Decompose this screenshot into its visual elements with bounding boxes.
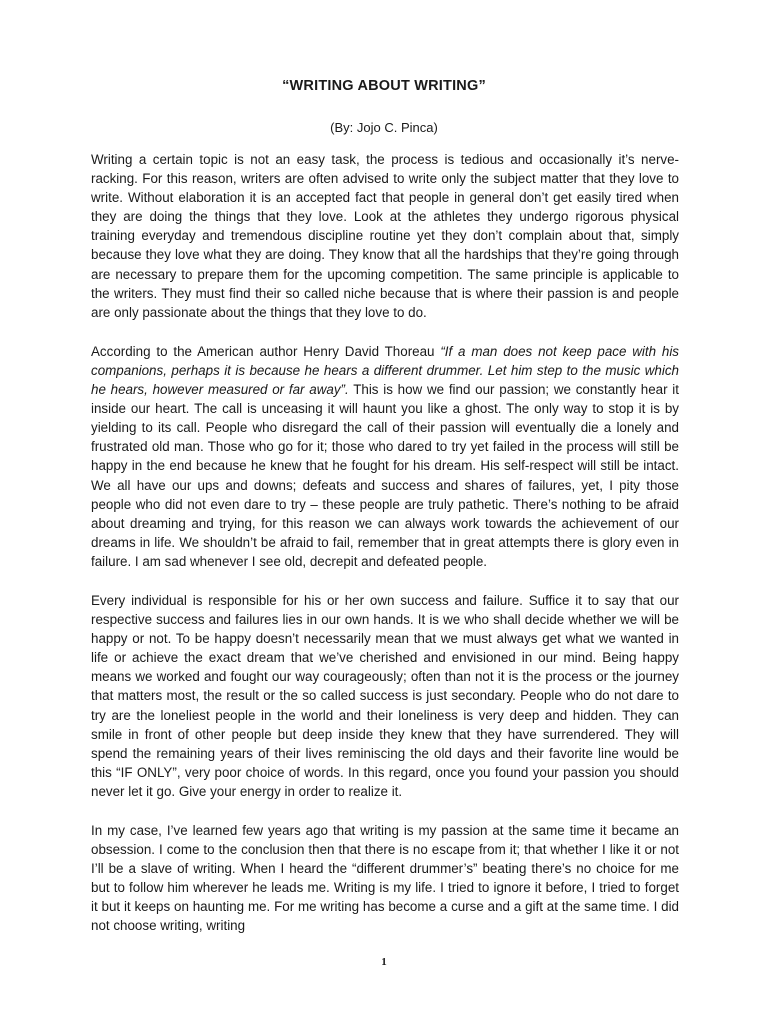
paragraph-4: In my case, I’ve learned few years ago that writing is my passion at the same time it became an obsession. I come to the conclusion then that there is no escape from it; that whether I like it or not I’ll be a slave of writing. When I heard the “different drummer’s” beating there’s no choice for me but to follow him wherever he leads me. Writing is my life. I tried to ignore it before, I tried to forget it but it keeps on haunting me. For me writing has become a curse and a gift at the same time. I did not choose writing, writing bbox=[91, 823, 679, 934]
author-byline: (By: Jojo C. Pinca) bbox=[330, 120, 438, 135]
document-title: “WRITING ABOUT WRITING” bbox=[282, 78, 486, 94]
document-body bbox=[91, 150, 679, 936]
paragraph-2 bbox=[91, 342, 679, 571]
paragraph-2-rest: This is how we find our passion; we constantly hear it inside our heart. The call is unceasing it will haunt you like a ghost. The only way to stop it is by yielding to its call. People who disregard the call of their passion will eventually die a lonely and frustrated old man. Those who go for it; those who dared to try yet failed in the process will still be happy in the end because he knew that he fought for his dream. His self-respect will still be intact. We all have our ups and downs; defeats and success and shares of failures, yet, I pity those people who did not even dare to try – these people are truly pathetic. There’s nothing to be afraid about dreaming and trying, for this reason we can always work towards the achievement of our dreams in life. We shouldn’t be afraid to fail, remember that in great attempts there is glory even in failure. I am sad whenever I see old, decrepit and defeated people. bbox=[91, 382, 679, 569]
paragraph-3: Every individual is responsible for his or her own success and failure. Suffice it to say that our respective success and failures lies in our own hands. It is we who shall decide whether we will be happy or not. To be happy doesn’t necessarily mean that we must always get what we wanted in life or achieve the exact dream that we’ve cherished and envisioned in our mind. Being happy means we worked and fought our way courageously; often than not it is the process or the journey that matters most, the result or the so called success is just secondary. People who do not dare to try are the loneliest people in the world and their loneliness is very deep and hidden. They can smile in front of other people but deep inside they knew that they have surrendered. They will spend the remaining years of their lives reminiscing the old days and their favorite line would be this “IF ONLY”, very poor choice of words. In this regard, once you found your passion you should never let it go. Give your energy in order to realize it. bbox=[91, 592, 679, 799]
thoreau-quote: “If a man does not keep pace with his companions, perhaps it is because he hears a different drummer. Let him step to the music which he hears, however measured or far away”. bbox=[91, 343, 679, 398]
page-number: 1 bbox=[381, 956, 387, 968]
paragraph-2-intro: According to the American author Henry David Thoreau bbox=[91, 343, 441, 359]
paragraph-1: Writing a certain topic is not an easy task, the process is tedious and occasionally it’s nerve-racking. For this reason, writers are often advised to write only the subject matter that they love to write. Without elaboration it is an accepted fact that people in general don’t get easily tired when they are doing the things that they love. Look at the athletes they undergo rigorous physical training everyday and tremendous discipline routine yet they don’t complain about that, simply because they love what they are doing. They know that all the hardships that they’re going through are necessary to prepare them for the upcoming competition. The same principle is applicable to the writers. They must find their so called niche because that is where their passion is and people are only passionate about the things that they love to do. bbox=[91, 152, 679, 320]
